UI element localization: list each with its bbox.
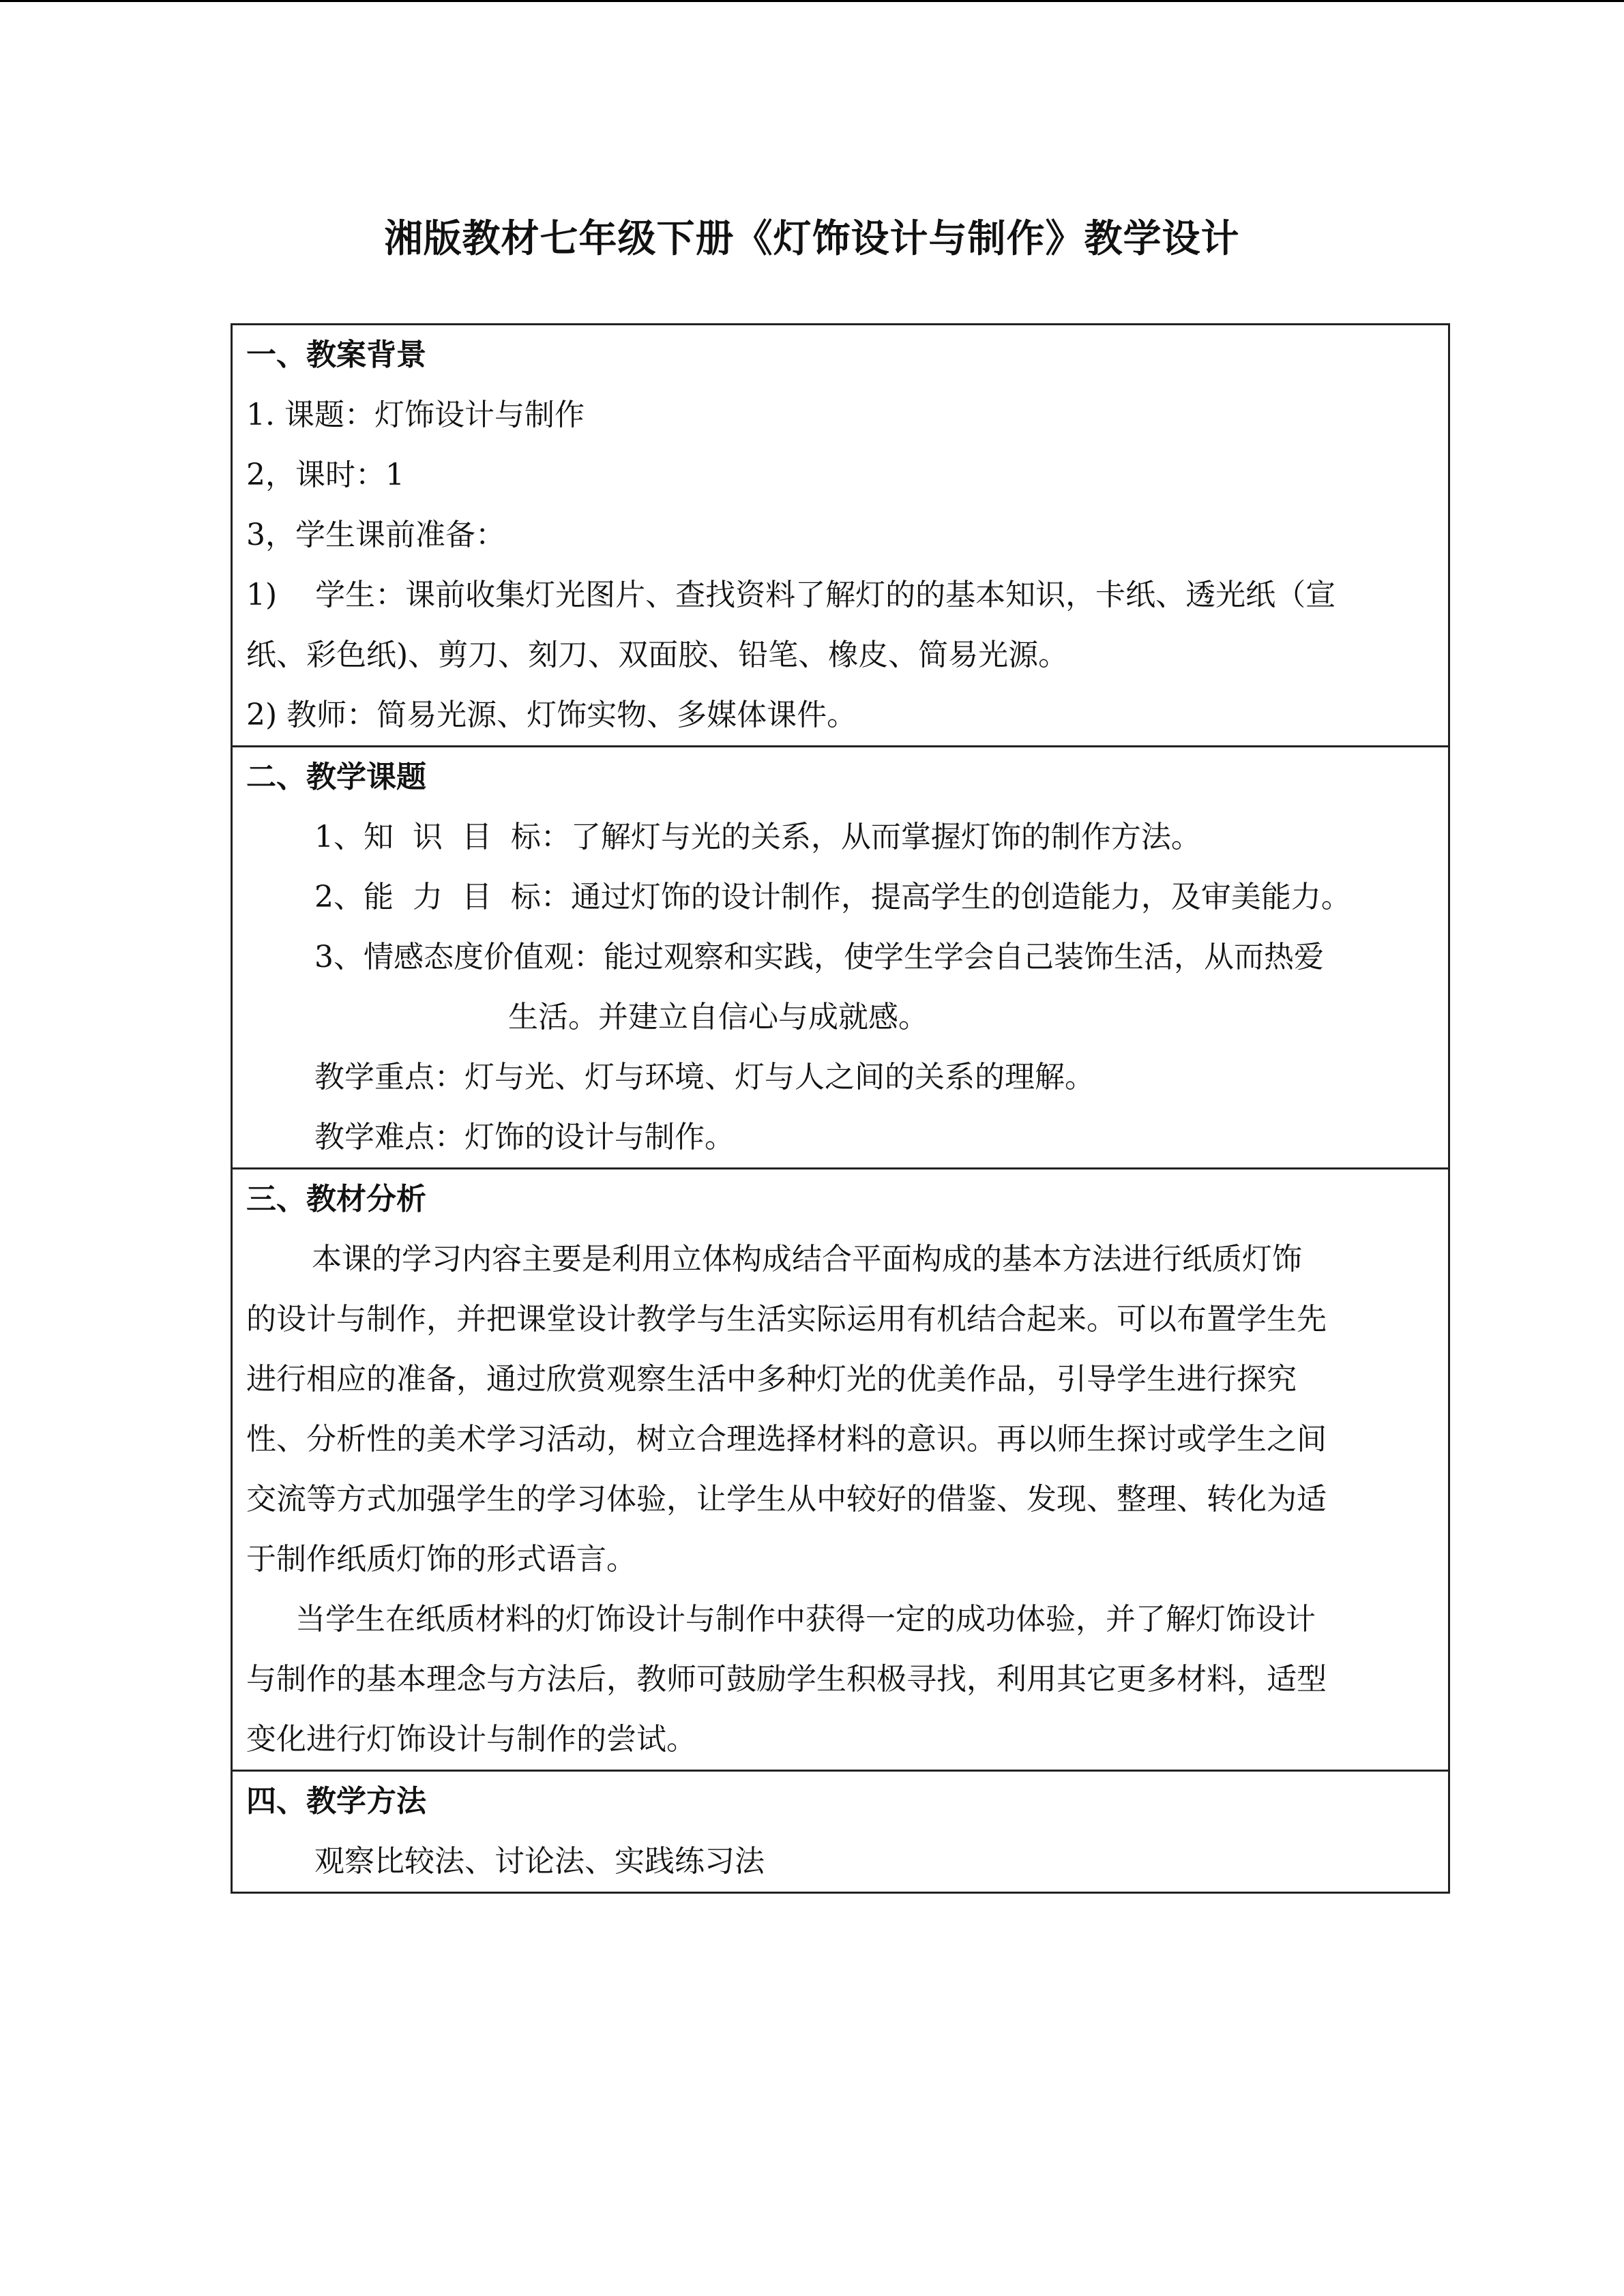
section-heading-background: 一、教案背景 (246, 338, 426, 372)
section-heading-methods: 四、教学方法 (246, 1784, 426, 1819)
section-heading-analysis: 三、教材分析 (246, 1182, 426, 1217)
objective-attitude-continued: 生活。并建立自信心与成就感。 (508, 1000, 928, 1034)
objective-ability: 2、能 力 目 标：通过灯饰的设计制作，提高学生的创造能力，及审美能力。 (314, 880, 1351, 914)
paragraph-line: 交流等方式加强学生的学习体验，让学生从中较好的借鉴、发现、整理、转化为适 (246, 1482, 1327, 1517)
methods-line: 观察比较法、讨论法、实践练习法 (314, 1844, 765, 1879)
paragraph-line: 进行相应的准备，通过欣赏观察生活中多种灯光的优美作品，引导学生进行探究 (246, 1362, 1297, 1397)
section-cell-background (232, 325, 1449, 747)
text-line: 2，课时：1 (246, 458, 404, 492)
paragraph-line: 性、分析性的美术学习活动，树立合理选择材料的意识。再以师生探讨或学生之间 (246, 1422, 1327, 1457)
lesson-plan-table (231, 323, 1450, 1894)
paragraph-line: 于制作纸质灯饰的形式语言。 (246, 1542, 636, 1577)
text-line: 纸、彩色纸)、剪刀、刻刀、双面胶、铅笔、橡皮、简易光源。 (246, 638, 1069, 672)
objective-attitude: 3、情感态度价值观：能过观察和实践，使学生学会自己装饰生活，从而热爱 (314, 940, 1324, 974)
text-line: 1) 学生：课前收集灯光图片、查找资料了解灯的的基本知识，卡纸、透光纸（宣 (246, 578, 1336, 612)
text-line: 2) 教师：简易光源、灯饰实物、多媒体课件。 (246, 698, 857, 732)
section-cell-analysis (232, 1169, 1449, 1771)
paragraph-line: 当学生在纸质材料的灯饰设计与制作中获得一定的成功体验，并了解灯饰设计 (295, 1602, 1316, 1637)
section-row-analysis (232, 1169, 1449, 1771)
objective-knowledge: 1、知 识 目 标：了解灯与光的关系，从而掌握灯饰的制作方法。 (314, 820, 1201, 854)
paragraph-line: 本课的学习内容主要是利用立体构成结合平面构成的基本方法进行纸质灯饰 (312, 1242, 1302, 1277)
section-cell-methods (232, 1771, 1449, 1893)
paragraph-line: 的设计与制作，并把课堂设计教学与生活实际运用有机结合起来。可以布置学生先 (246, 1302, 1327, 1337)
text-line: 1. 课题：灯饰设计与制作 (246, 398, 585, 432)
section-row-background (232, 325, 1449, 747)
paragraph-line: 与制作的基本理念与方法后，教师可鼓励学生积极寻找，利用其它更多材料，适型 (246, 1662, 1327, 1697)
top-border-rule (0, 0, 1624, 2)
text-line: 3，学生课前准备： (246, 518, 505, 552)
section-row-methods (232, 1771, 1449, 1893)
document-title: 湘版教材七年级下册《灯饰设计与制作》教学设计 (384, 217, 1240, 261)
section-cell-topic (232, 747, 1449, 1169)
paragraph-line: 变化进行灯饰设计与制作的尝试。 (246, 1722, 696, 1757)
teaching-focus: 教学重点：灯与光、灯与环境、灯与人之间的关系的理解。 (314, 1060, 1095, 1094)
section-row-topic (232, 747, 1449, 1169)
section-heading-topic: 二、教学课题 (246, 760, 426, 794)
teaching-difficulty: 教学难点：灯饰的设计与制作。 (314, 1120, 735, 1154)
